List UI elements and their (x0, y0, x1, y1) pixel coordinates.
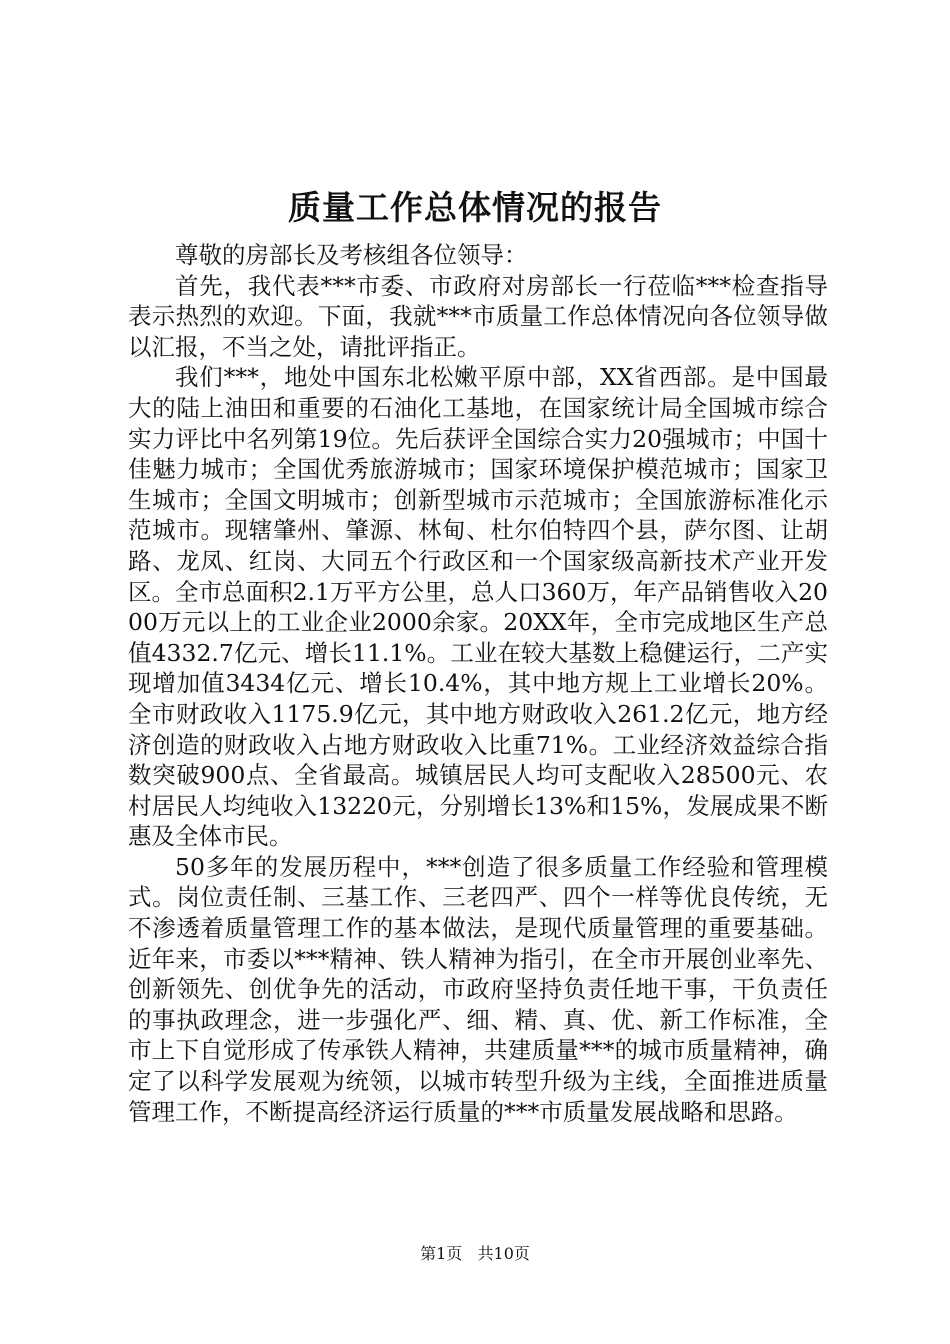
city-overview-paragraph: 我们***，地处中国东北松嫩平原中部，XX省西部。是中国最大的陆上油田和重要的石油化工基地，在国家统计局全国城市综合实力评比中名列第19位。先后获评全国综合实力20强城市；中国十佳魅力城市；全国优秀旅游城市；国家环境保护模范城市；国家卫生城市；全国文明城市；创新型城市示范城市；全国旅游标准化示范城市。现辖肇州、肇源、林甸、杜尔伯特四个县，萨尔图、让胡路、龙凤、红岗、大同五个行政区和一个国家级高新技术产业开发区。全市总面积2.1万平方公里，总人口360万，年产品销售收入2000万元以上的工业企业2000余家。20XX年，全市完成地区生产总值4332.7亿元、增长11.1%。工业在较大基数上稳健运行，二产实现增加值3434亿元、增长10.4%，其中地方规上工业增长20%。全市财政收入1175.9亿元，其中地方财政收入261.2亿元，地方经济创造的财政收入占地方财政收入比重71%。工业经济效益综合指数突破900点、全省最高。城镇居民人均可支配收入28500元、农村居民人均纯收入13220元，分别增长13%和15%，发展成果不断惠及全体市民。 (128, 363, 828, 851)
document-title: 质量工作总体情况的报告 (288, 188, 662, 227)
salutation-paragraph: 尊敬的房部长及考核组各位领导： (175, 241, 528, 269)
total-pages: 共10页 (477, 1244, 530, 1263)
quality-history-paragraph: 50多年的发展历程中，***创造了很多质量工作经验和管理模式。岗位责任制、三基工作、三老四严、四个一样等优良传统，无不渗透着质量管理工作的基本做法，是现代质量管理的重要基础。近年来，市委以***精神、铁人精神为指引，在全市开展创业率先、创新领先、创优争先的活动，市政府坚持负责任地干事，干负责任的事执政理念，进一步强化严、细、精、真、优、新工作标准，全市上下自觉形成了传承铁人精神，共建质量***的城市质量精神，确定了以科学发展观为统领，以城市转型升级为主线，全面推进质量管理工作，不断提高经济运行质量的***市质量发展战略和思路。 (128, 852, 828, 1126)
document-body (128, 240, 828, 1127)
intro-paragraph: 首先，我代表***市委、市政府对房部长一行莅临***检查指导表示热烈的欢迎。下面，我就***市质量工作总体情况向各位领导做以汇报，不当之处，请批评指正。 (128, 271, 828, 361)
page-footer (0, 1242, 950, 1266)
page-number: 第1页 (420, 1244, 463, 1263)
page-separator (467, 1244, 472, 1263)
